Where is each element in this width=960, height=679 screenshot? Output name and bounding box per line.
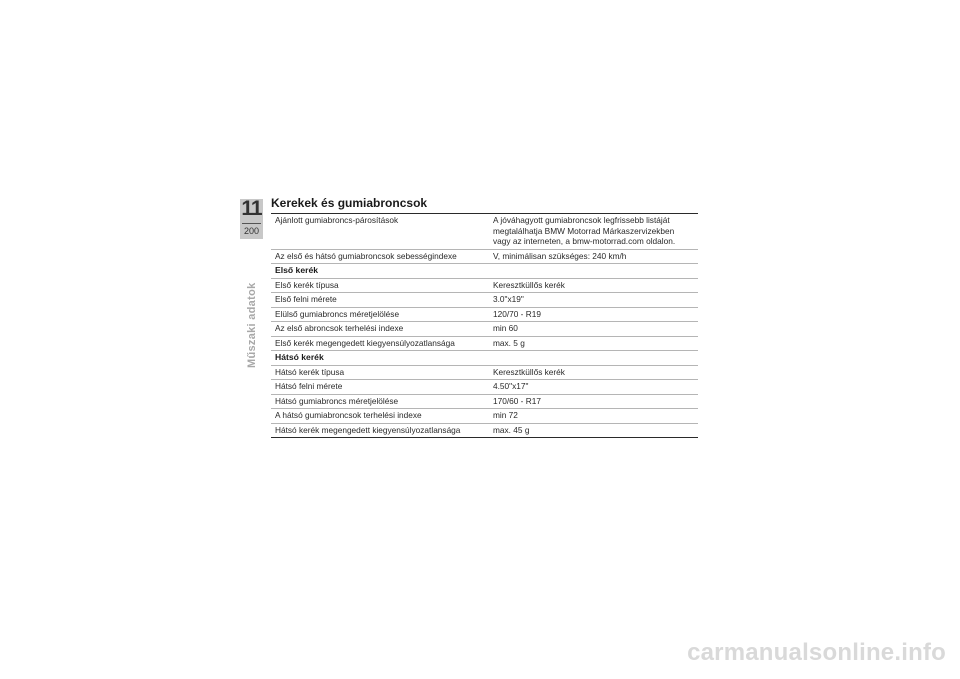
row-value: max. 45 g — [489, 423, 698, 438]
table-row — [271, 307, 698, 322]
row-label: A hátsó gumiabroncsok terhelési indexe — [271, 409, 489, 424]
row-label: Ajánlott gumiabroncs-párosítások — [271, 214, 489, 250]
row-value: Keresztküllős kerék — [489, 278, 698, 293]
chapter-title-vertical: Műszaki adatok — [246, 282, 258, 368]
row-label: Elülső gumiabroncs méretjelölése — [271, 307, 489, 322]
section-title: Kerekek és gumiabroncsok — [271, 196, 428, 210]
section-heading-row — [271, 264, 698, 279]
row-label: Az első abroncsok terhelési indexe — [271, 322, 489, 337]
row-value: 4.50"x17" — [489, 380, 698, 395]
table-row — [271, 214, 698, 250]
front-wheel-heading: Első kerék — [271, 264, 698, 279]
table-row — [271, 380, 698, 395]
rear-wheel-heading: Hátsó kerék — [271, 351, 698, 366]
section-heading-row — [271, 351, 698, 366]
row-value: A jóváhagyott gumiabroncsok legfrissebb listáját megtalálhatja BMW Motorrad Márkaszervizekben vagy az interneten, a bmw-motorrad.com oldalon. — [489, 214, 698, 250]
table-row — [271, 278, 698, 293]
row-label: Első kerék típusa — [271, 278, 489, 293]
table-row — [271, 365, 698, 380]
spec-table — [271, 213, 698, 438]
row-value: max. 5 g — [489, 336, 698, 351]
table-row — [271, 423, 698, 438]
chapter-divider — [242, 223, 261, 224]
row-label: Hátsó felni mérete — [271, 380, 489, 395]
chapter-number: 11 — [241, 197, 262, 220]
table-row — [271, 336, 698, 351]
row-label: Hátsó kerék típusa — [271, 365, 489, 380]
row-label: Első kerék megengedett kiegyensúlyozatlansága — [271, 336, 489, 351]
table-row — [271, 409, 698, 424]
row-label: Hátsó gumiabroncs méretjelölése — [271, 394, 489, 409]
row-value: min 60 — [489, 322, 698, 337]
table-row — [271, 322, 698, 337]
row-value: V, minimálisan szükséges: 240 km/h — [489, 249, 698, 264]
watermark-text: carmanualsonline.info — [687, 639, 946, 666]
table-row — [271, 249, 698, 264]
row-label: Első felni mérete — [271, 293, 489, 308]
row-value: Keresztküllős kerék — [489, 365, 698, 380]
page-number: 200 — [243, 226, 260, 236]
row-value: min 72 — [489, 409, 698, 424]
row-value: 120/70 - R19 — [489, 307, 698, 322]
table-row — [271, 394, 698, 409]
table-row — [271, 293, 698, 308]
row-label: Hátsó kerék megengedett kiegyensúlyozatlansága — [271, 423, 489, 438]
row-label: Az első és hátsó gumiabroncsok sebességindexe — [271, 249, 489, 264]
row-value: 3.0"x19" — [489, 293, 698, 308]
row-value: 170/60 - R17 — [489, 394, 698, 409]
